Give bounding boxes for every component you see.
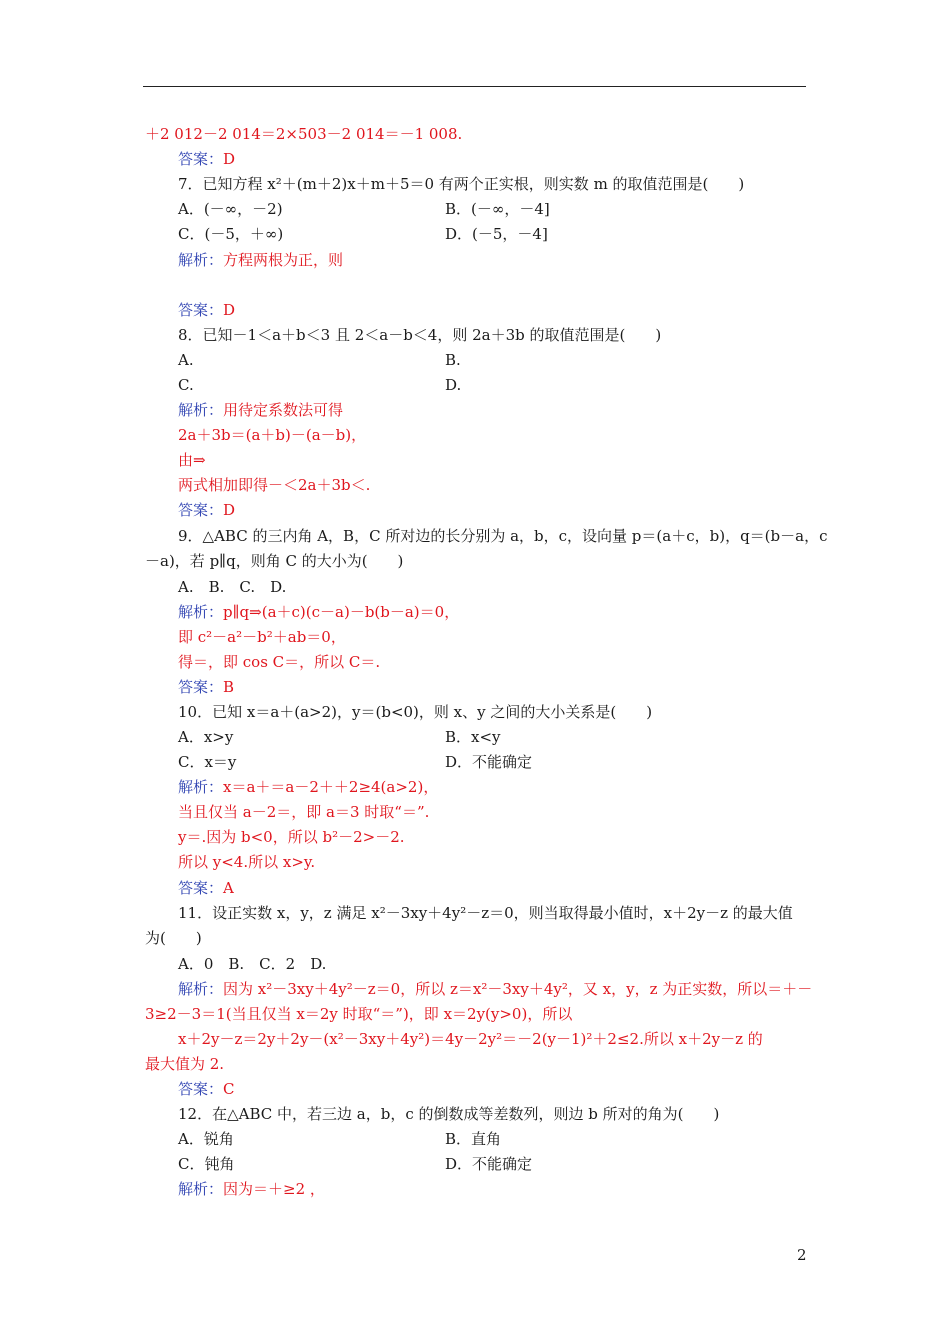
- q8-option-d: D.: [445, 376, 462, 394]
- header-rule: [143, 86, 806, 87]
- q9-solution-line-3: 得＝，即 cos C＝，所以 C＝.: [178, 653, 381, 671]
- answer-label: 答案：: [178, 879, 224, 897]
- q10-option-a: A．x>y: [178, 728, 234, 746]
- solution-label: 解析：: [178, 251, 224, 269]
- q10-option-c: C．x＝y: [178, 753, 237, 771]
- q8-option-c: C.: [178, 376, 194, 394]
- question-9-cont: －a)，若 p∥q，则角 C 的大小为( ): [145, 552, 404, 570]
- q9-answer: [178, 677, 234, 697]
- q7-answer: [178, 300, 235, 320]
- q8-option-a: A.: [178, 351, 194, 369]
- q12-option-c: C．钝角: [178, 1155, 235, 1173]
- q8-option-b: B.: [445, 351, 461, 369]
- solution-text: x＝a＋＝a－2＋＋2≥4(a>2)，: [223, 778, 439, 796]
- q8-solution-line-3: 由⇒: [178, 451, 206, 469]
- solution-text: 因为 x²－3xy＋4y²－z＝0，所以 z＝x²－3xy＋4y²，又 x，y，z 为正实数，所以＝＋－: [223, 980, 813, 998]
- q12-option-d: D．不能确定: [445, 1155, 533, 1173]
- q11-solution: [178, 979, 812, 999]
- q12-solution: [178, 1179, 325, 1199]
- q7-option-b: B．(－∞，－4]: [445, 200, 550, 218]
- solution-label: 解析：: [178, 980, 224, 998]
- question-12: 12．在△ABC 中，若三边 a，b，c 的倒数成等差数列，则边 b 所对的角为( ): [178, 1105, 720, 1123]
- solution-text: 因为＝＋≥2 ，: [223, 1180, 325, 1198]
- solution-text: p∥q⇒(a＋c)(c－a)－b(b－a)＝0，: [223, 603, 460, 621]
- answer-value: B: [223, 678, 235, 696]
- q8-solution: [178, 400, 343, 420]
- answer-label: 答案：: [178, 678, 224, 696]
- solution-label: 解析：: [178, 603, 224, 621]
- answer-value: C: [223, 1080, 235, 1098]
- q12-option-b: B．直角: [445, 1130, 502, 1148]
- answer-label: 答案：: [178, 1080, 224, 1098]
- answer-value: A: [223, 879, 234, 897]
- q10-solution: [178, 777, 438, 797]
- solution-label: 解析：: [178, 1180, 224, 1198]
- answer-6: [178, 149, 235, 169]
- q11-solution-line-2: 3≥2－3＝1(当且仅当 x＝2y 时取“＝”)，即 x＝2y(y>0)，所以: [145, 1005, 573, 1023]
- q10-solution-line-2: 当且仅当 a－2＝，即 a＝3 时取“＝”.: [178, 803, 430, 821]
- continued-solution-line: ＋2 012－2 014＝2×503－2 014＝－1 008.: [145, 125, 463, 143]
- question-10: 10．已知 x＝a＋(a>2)，y＝(b<0)，则 x、y 之间的大小关系是( ): [178, 703, 653, 721]
- q10-solution-line-4: 所以 y<4.所以 x>y.: [178, 853, 316, 871]
- q10-option-d: D．不能确定: [445, 753, 533, 771]
- q7-option-c: C．(－5，＋∞): [178, 225, 284, 243]
- q7-option-d: D．(－5，－4]: [445, 225, 548, 243]
- solution-text: 方程两根为正，则: [223, 251, 344, 269]
- question-7: 7．已知方程 x²＋(m＋2)x＋m＋5＝0 有两个正实根，则实数 m 的取值范围是( ): [178, 175, 745, 193]
- q9-options: A. B. C. D.: [178, 578, 287, 596]
- q11-answer: [178, 1079, 235, 1099]
- page-number: 2: [797, 1246, 807, 1264]
- solution-label: 解析：: [178, 401, 224, 419]
- q11-options: A．0 B. C．2 D.: [178, 955, 327, 973]
- solution-label: 解析：: [178, 778, 224, 796]
- q9-solution-line-2: 即 c²－a²－b²＋ab＝0，: [178, 628, 346, 646]
- answer-label: 答案：: [178, 301, 224, 319]
- answer-value: D: [223, 150, 236, 168]
- question-9: 9．△ABC 的三内角 A，B，C 所对边的长分别为 a，b，c，设向量 p＝(a＋c，b)，q＝(b－a，c: [178, 527, 828, 545]
- answer-label: 答案：: [178, 150, 224, 168]
- q7-option-a: A．(－∞，－2): [178, 200, 283, 218]
- q9-solution: [178, 602, 459, 622]
- question-8: 8．已知－1＜a＋b＜3 且 2＜a－b＜4，则 2a＋3b 的取值范围是( ): [178, 326, 662, 344]
- q8-solution-line-4: 两式相加即得－＜2a＋3b＜.: [178, 476, 371, 494]
- q11-solution-line-4: 最大值为 2.: [145, 1055, 225, 1073]
- q7-solution: [178, 250, 343, 270]
- q11-solution-line-3: x＋2y－z＝2y＋2y－(x²－3xy＋4y²)＝4y－2y²＝－2(y－1)²＋2≤2.所以 x＋2y－z 的: [178, 1030, 763, 1048]
- q8-answer: [178, 500, 235, 520]
- question-11: 11．设正实数 x，y，z 满足 x²－3xy＋4y²－z＝0，则当取得最小值时，x＋2y－z 的最大值: [178, 904, 793, 922]
- q10-answer: [178, 878, 234, 898]
- q10-solution-line-3: y＝.因为 b<0，所以 b²－2>－2.: [178, 828, 405, 846]
- q8-solution-line-2: 2a＋3b＝(a＋b)－(a－b)，: [178, 426, 367, 444]
- answer-label: 答案：: [178, 501, 224, 519]
- q12-option-a: A．锐角: [178, 1130, 234, 1148]
- solution-text: 用待定系数法可得: [223, 401, 344, 419]
- q10-option-b: B．x<y: [445, 728, 501, 746]
- question-11-cont: 为( ): [145, 929, 202, 947]
- answer-value: D: [223, 501, 236, 519]
- answer-value: D: [223, 301, 236, 319]
